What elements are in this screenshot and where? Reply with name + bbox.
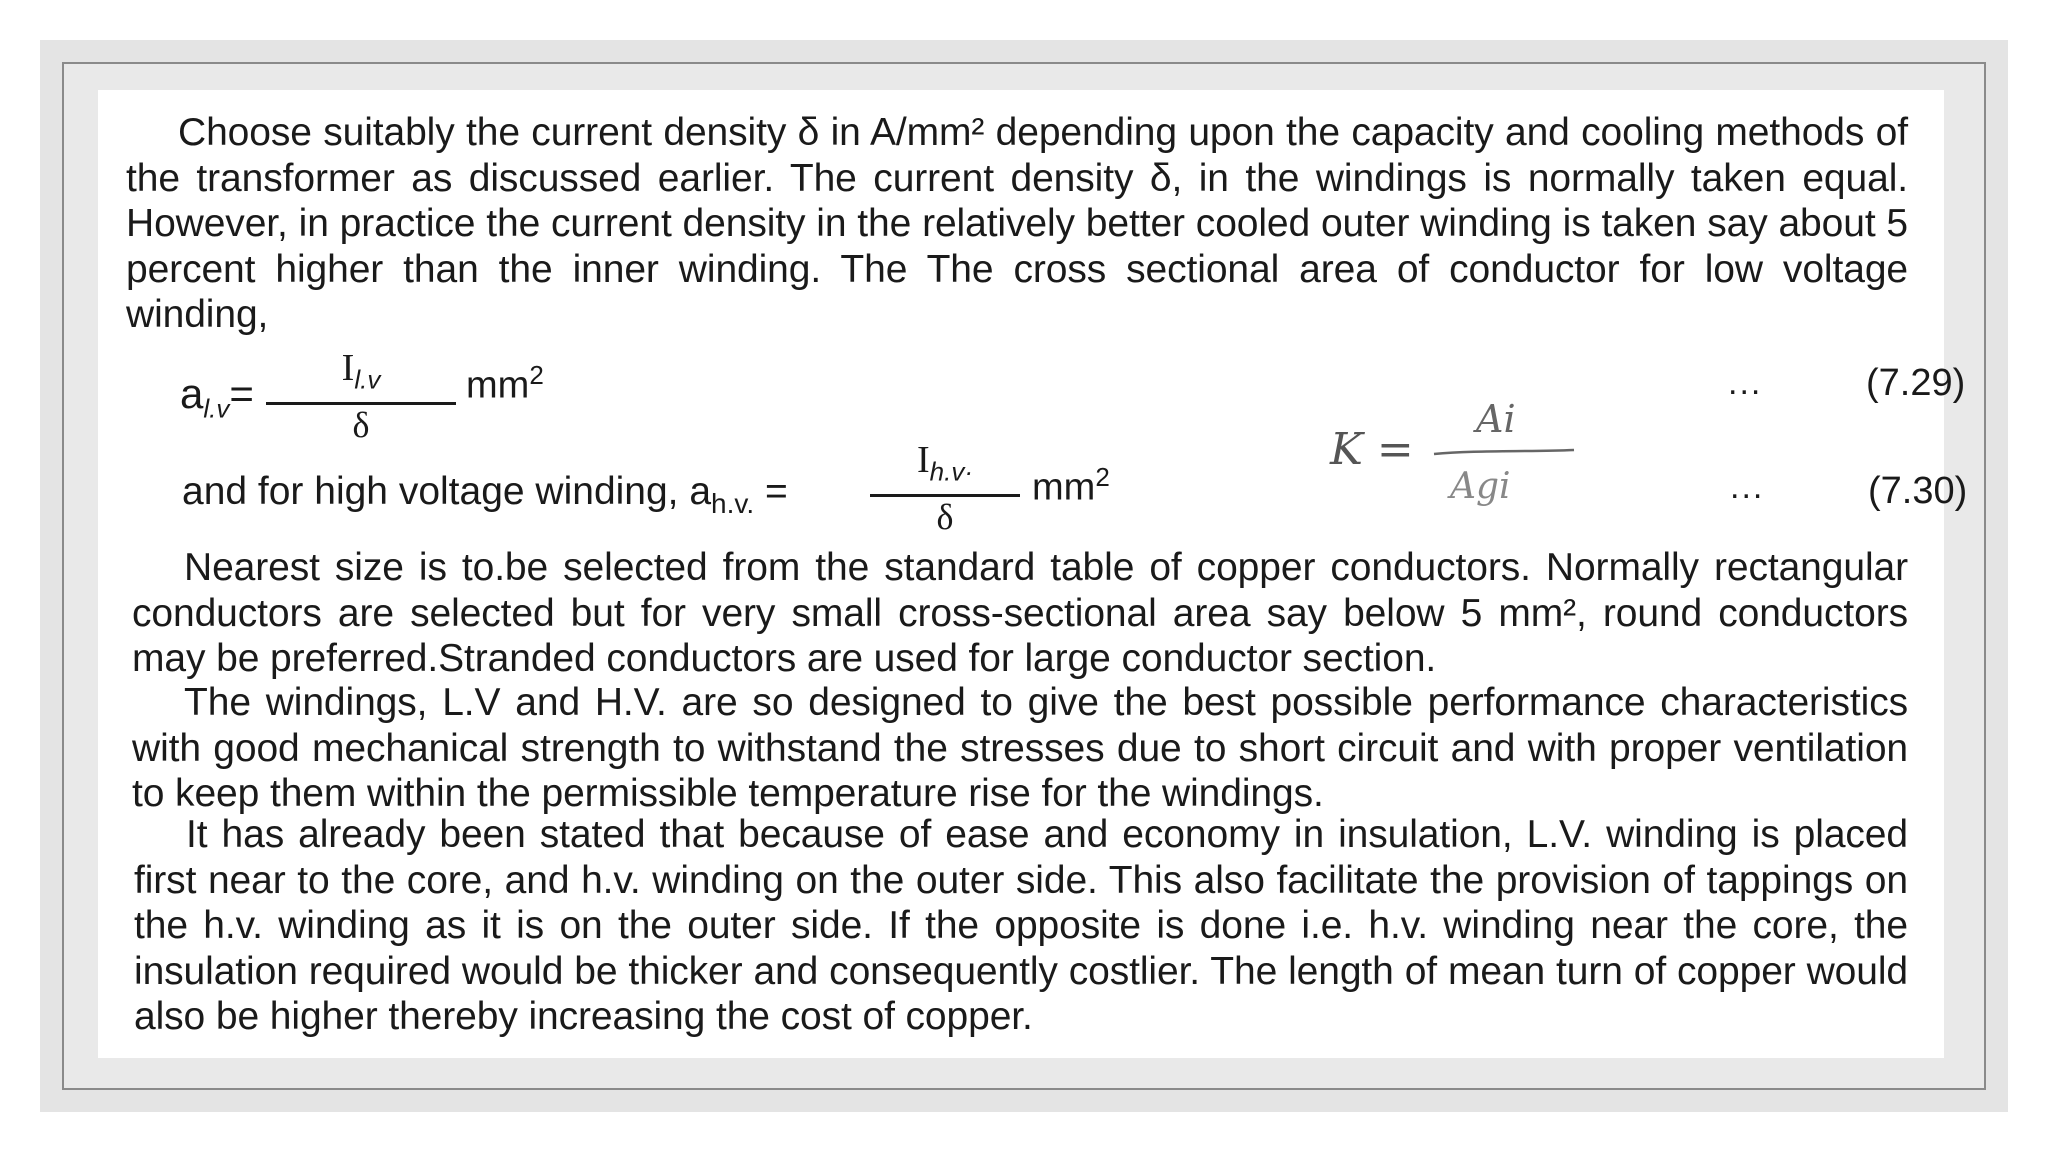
fraction-denominator: δ	[936, 496, 954, 537]
equation-number: (7.30)	[1868, 470, 1968, 512]
handwritten-annotation	[1326, 380, 1586, 520]
equation-number: (7.29)	[1866, 362, 1966, 404]
handwritten-k-formula	[1326, 380, 1586, 520]
equation-unit: $mm^2$	[1032, 462, 1110, 509]
equation-fraction	[870, 440, 1020, 535]
equation-unit: $mm^2$	[466, 360, 544, 407]
equation-7-29	[180, 347, 1966, 448]
equation-leader-dots: ...	[1728, 364, 1763, 402]
fraction-numerator: $I_{h.v\cdot}$	[917, 439, 973, 487]
equation-lead-text: and for high voltage winding, $a_{h.v.}$ =	[182, 470, 788, 519]
equation-leader-dots: ...	[1730, 468, 1765, 506]
svg-text:Ai: Ai	[1476, 397, 1516, 441]
document-page	[98, 90, 1968, 1058]
svg-text:K =: K =	[1330, 424, 1414, 475]
paragraph-winding-placement: It has already been stated that because of ease and economy in insulation, L.V. winding is placed first near to the core, and h.v. winding on the outer side. This also facilitate the provision of tappings on the h.v. winding as it is on the outer side. If the opposite is done i.e. h.v. winding near the core, the insulation required would be thicker and consequently costlier. The length of mean turn of copper would also be higher thereby increasing the cost of copper.	[134, 813, 1908, 1038]
equation-lhs: $a_{l.v}=$	[180, 370, 254, 424]
svg-text:Agi: Agi	[1450, 466, 1511, 507]
equation-fraction	[266, 348, 456, 443]
fraction-denominator: δ	[352, 404, 370, 445]
paragraph-current-density: Choose suitably the current density δ in A/mm² depending upon the capacity and cooling methods of the transformer as discussed earlier. The current density δ, in the windings is normally taken equal. However, in practice the current density in the relatively better cooled outer winding is taken say about 5 percent higher than the inner winding. The The cross sectional area of conductor for low voltage winding,	[126, 111, 1908, 336]
paragraph-conductor-size: Nearest size is to.be selected from the standard table of copper conductors. Normally rectangular conductors are selected but for very small cross-sectional area say below 5 mm², round conductors may be preferred.Stranded conductors are used for large conductor section.	[132, 546, 1908, 680]
equation-7-30	[182, 439, 1968, 540]
fraction-numerator: $I_{l.v}$	[341, 347, 381, 395]
paragraph-winding-design: The windings, L.V and H.V. are so designed to give the best possible performance characteristics with good mechanical strength to withstand the stresses due to short circuit and with proper ventilation to keep them within the permissible temperature rise for the windings.	[132, 681, 1908, 815]
